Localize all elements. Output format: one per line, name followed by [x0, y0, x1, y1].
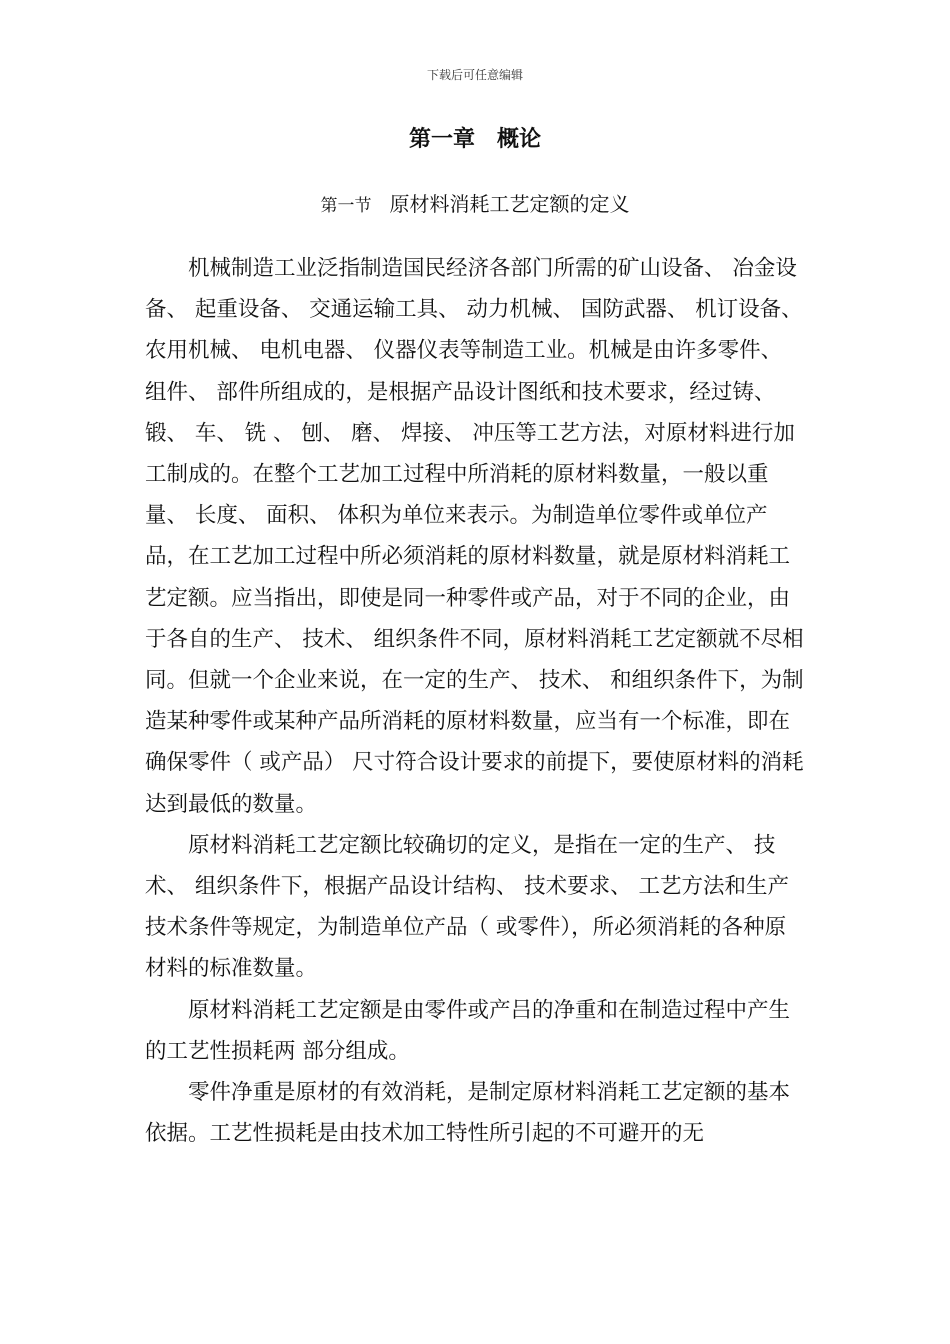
section-title — [0, 188, 950, 217]
body-text — [145, 248, 805, 1154]
paragraph: 原材料消耗工艺定额比较确切的定义，是指在一定的生产、 技术、 组织条件下，根据产品设计结构、 技术要求、 工艺方法和生产技术条件等规定，为制造单位产品（ 或零件），所必须消耗的各种原材料的标准数量。 — [145, 832, 790, 982]
section-number: 第一节 — [320, 196, 372, 216]
paragraph: 机械制造工业泛指制造国民经济各部门所需的矿山设备、 冶金设备、 起重设备、 交通运输工具、 动力机械、 国防武器、 机订设备、 农用机械、 电机电器、 仪器仪表等制造工业。机械是由许多零件、 组件、 部件所组成的，是根据产品设计图纸和技术要求，经过铸、 锻、 车、 铣 、 刨、 磨、 焊接、 冲压等工艺方法，对原材料进行加工制成的。在整个工艺加工过程中所消耗的原材料数量，一般以重量、 长度、 面积、 体积为单位来表示。为制造单位零件或单位产品，在工艺加工过程中所必须消耗的原材料数量，就是原材料消耗工艺定额。应当指出，即使是同一种零件或产品，对于不同的企业，由于各自的生产、 技术、 组织条件不同，原材料消耗工艺定额就不尽相同。但就一个企业来说，在一定的生产、 技术、 和组织条件下，为制造某种零件或某种产品所消耗的原材料数量，应当有一个标准，即在确保零件（ 或产品） 尺寸符合设计要求的前提下，要使原材料的消耗达到最低的数量。 — [145, 256, 804, 817]
section-heading: 原材料消耗工艺定额的定义 — [389, 192, 630, 216]
paragraph: 零件净重是原材的有效消耗，是制定原材料消耗工艺定额的基本依据。工艺性损耗是由技术加工特性所引起的不可避开的无 — [145, 1080, 791, 1147]
header-note: 下载后可任意编辑 — [426, 68, 523, 82]
chapter-title: 第一章 概论 — [408, 126, 541, 152]
paragraph: 原材料消耗工艺定额是由零件或产吕的净重和在制造过程中产生的工艺性损耗两 部分组成。 — [145, 997, 791, 1064]
